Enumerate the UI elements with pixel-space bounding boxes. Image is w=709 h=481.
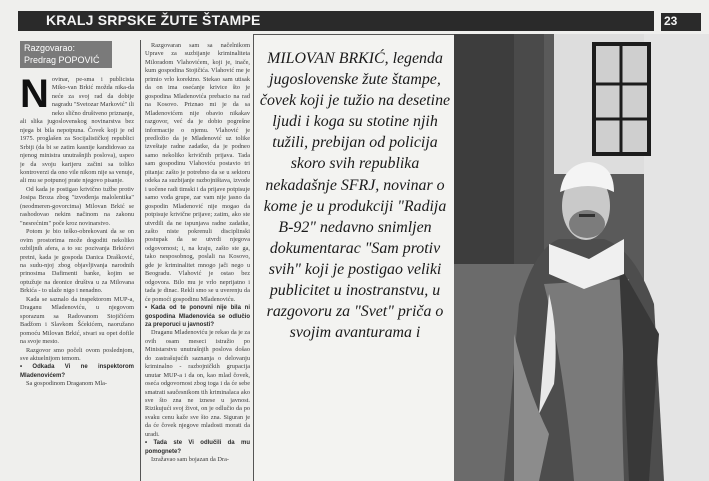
page-number: 23 (664, 14, 678, 28)
page-header (0, 11, 709, 33)
article-column-2 (145, 42, 250, 481)
section-title-bar (18, 11, 654, 31)
interview-question: • Odkada Vi ne inspektorom Mladenovićem? (20, 364, 134, 379)
paragraph: Kada se saznalo da inspektorom MUP-a, Draganu Mladenoviću, u njegovom sporazum sa Radovanom Stojičićem Badžom i Slavkom Šćekićem, naoružano pomoću Milovan Brkić, stvari su opet dofile na svoje mesto. (20, 295, 134, 346)
paragraph: Razgovaran sam sa načelnikom Uprave za suzbijanje kriminaliteta Miloradom Vlahovićem, koji je, inače, kum gospodina Stojičića. Vlahović me je primio vrlo korektno. Stekao sam utisak da on ima osećanje krivice što je gospodina Mladenovića prebacio na rad na Kosovo. Priznao mi je da sa Mladenovićem nije obavio nikakav razgovor, već da je dobio pogrešne informacije o njemu. Vlahović je predložio da je Mladenović uz tolike izveštaje radne zadatke, da je podneo samo nekoliko krivičnih prijava. Tada sam gospodinu Vlahoviću postavio tri pitanja: zašto je potrebno da se u sektoru odeka za suzbijanje razbojništava, izvode i uočene radi timski i da prijave potpisuje samo vođa grupe, zar vam nije jasno da gospodin Mladenović nije mogao da potpisuje krivične prijave; zatim, ako ste utvrdili da ne ispunjava radne zadatke, zašto niste pokrenuli disciplinski postupak da se utvrdi njegova odgovornost; i, na kraju, zašto ste ga, tako nesposobnog, poslali na Kosovo, gde je kriminalitet mnogo jači nego u Beogradu. Vlahović je ostao bez odgovora. Bilo mu je vrlo neprijatno i tada je dinac. Rekli smo se u uverenju da će pomoći gospodinu Mladenoviću. (145, 42, 250, 303)
author-byline (20, 41, 112, 68)
paragraph: Sa gospodinom Draganom Mla- (26, 380, 107, 388)
portrait-photo-image (454, 34, 709, 481)
section-title: KRALJ SRPSKE ŽUTE ŠTAMPE (46, 12, 261, 28)
paragraph: Draganu Mladenoviću je rekao da je za ovih osam meseci istražio po Ministarstvu unutrašnjih poslova došao do zastrašujućih saznanja o delovanju kriminalno - razbojničkih grupacija unutar MUP-a i da on, kao mlad čovek, oseća odgovornost zbog toga i da će sebe smatrati saučesnikom tih kriminalaca ako sve što zna ne iznese u javnost. Rizikujući svoj život, on je odlučio da po svaku cenu kaže sve što zna. Siguran je da će čovek njegove mladosti morati da uradi. (145, 329, 250, 438)
drop-cap: N (20, 76, 49, 116)
interview-question: • Kada od te ponovni nije bila ni gospodina Mladenovića se odlučio za preporuci u javnosti? (145, 305, 250, 328)
paragraph: Izražavao sam bojazan da Dra- (151, 456, 229, 464)
portrait-photo (454, 34, 709, 481)
paragraph: Od kada je postigao krivično tužbe protiv Josipa Broza zbog "izvođenja malolentika" (neodmeren-govorcima) Milovan Brkić se rashodovao nekim načinom na zakonu "nesrećnim" poče kroz novinarstvo. (20, 185, 134, 227)
paragraph: Razgovor smo počeli ovom poslednjom, sve aktuelnijom temom. (20, 346, 134, 362)
byline-author: Predrag POPOVIĆ (24, 55, 100, 65)
interview-question: • Tada ste Vi odlučili da mu pomognete? (145, 440, 250, 455)
column-divider (140, 40, 141, 481)
article-column-1 (20, 76, 134, 481)
pull-quote: MILOVAN BRKIĆ, legenda jugoslovenske žute štampe, čovek koji je tužio na desetine ljudi i koga su stotine njih tužili, prebijan od policija skoro svih republika nekadašnje SFRJ, novinar o kome je u produkciji "Radija B-92" nedavno snimljen dokumentarac "Sam protiv svih" koji je postigao veliki publicitet u inostranstvu, u razgovoru za "Svet" priča o svojim avanturama i (259, 50, 451, 342)
byline-label: Razgovarao: (24, 43, 76, 53)
paragraph: Potom je bio teško-obrekovani da se on ovim prostorima može dogoditi nekoliko ozbiljnih afera, a to su: pozivanja Brkićevi pretni, kada je gospoda Danica Drašković, na sudu-njoj zbog objavljivanja narodnih prinosima Dafimenti banke, kojim se optužuje na deonice društva u za Milovana Brkića - to ulaže nigo i nenadno. (20, 228, 134, 295)
page-number-box (661, 13, 701, 31)
paragraph: ovinar, pe-sma i publicista Miko-van Brkić možda nika-da neće za svoj rad da dobije nagradu "Svetozar Marković" ili neko slično društveno priznanje, ali slika jugoslovenskog novinarstva bez njega bi bila nepotpuna. Čovek koji je od 1975. proglašen za Socijalističkoj republici Srbiji (da bi se zatim kasnije kandidovao za njenog ministra unutrašnjih poslova), uspeo je da svoju karijeru začini sa toliko kontroverzi da ono vile nikom nije sa venuje, ali mu se potpunoj prate njegovo pisanje. (20, 76, 134, 185)
